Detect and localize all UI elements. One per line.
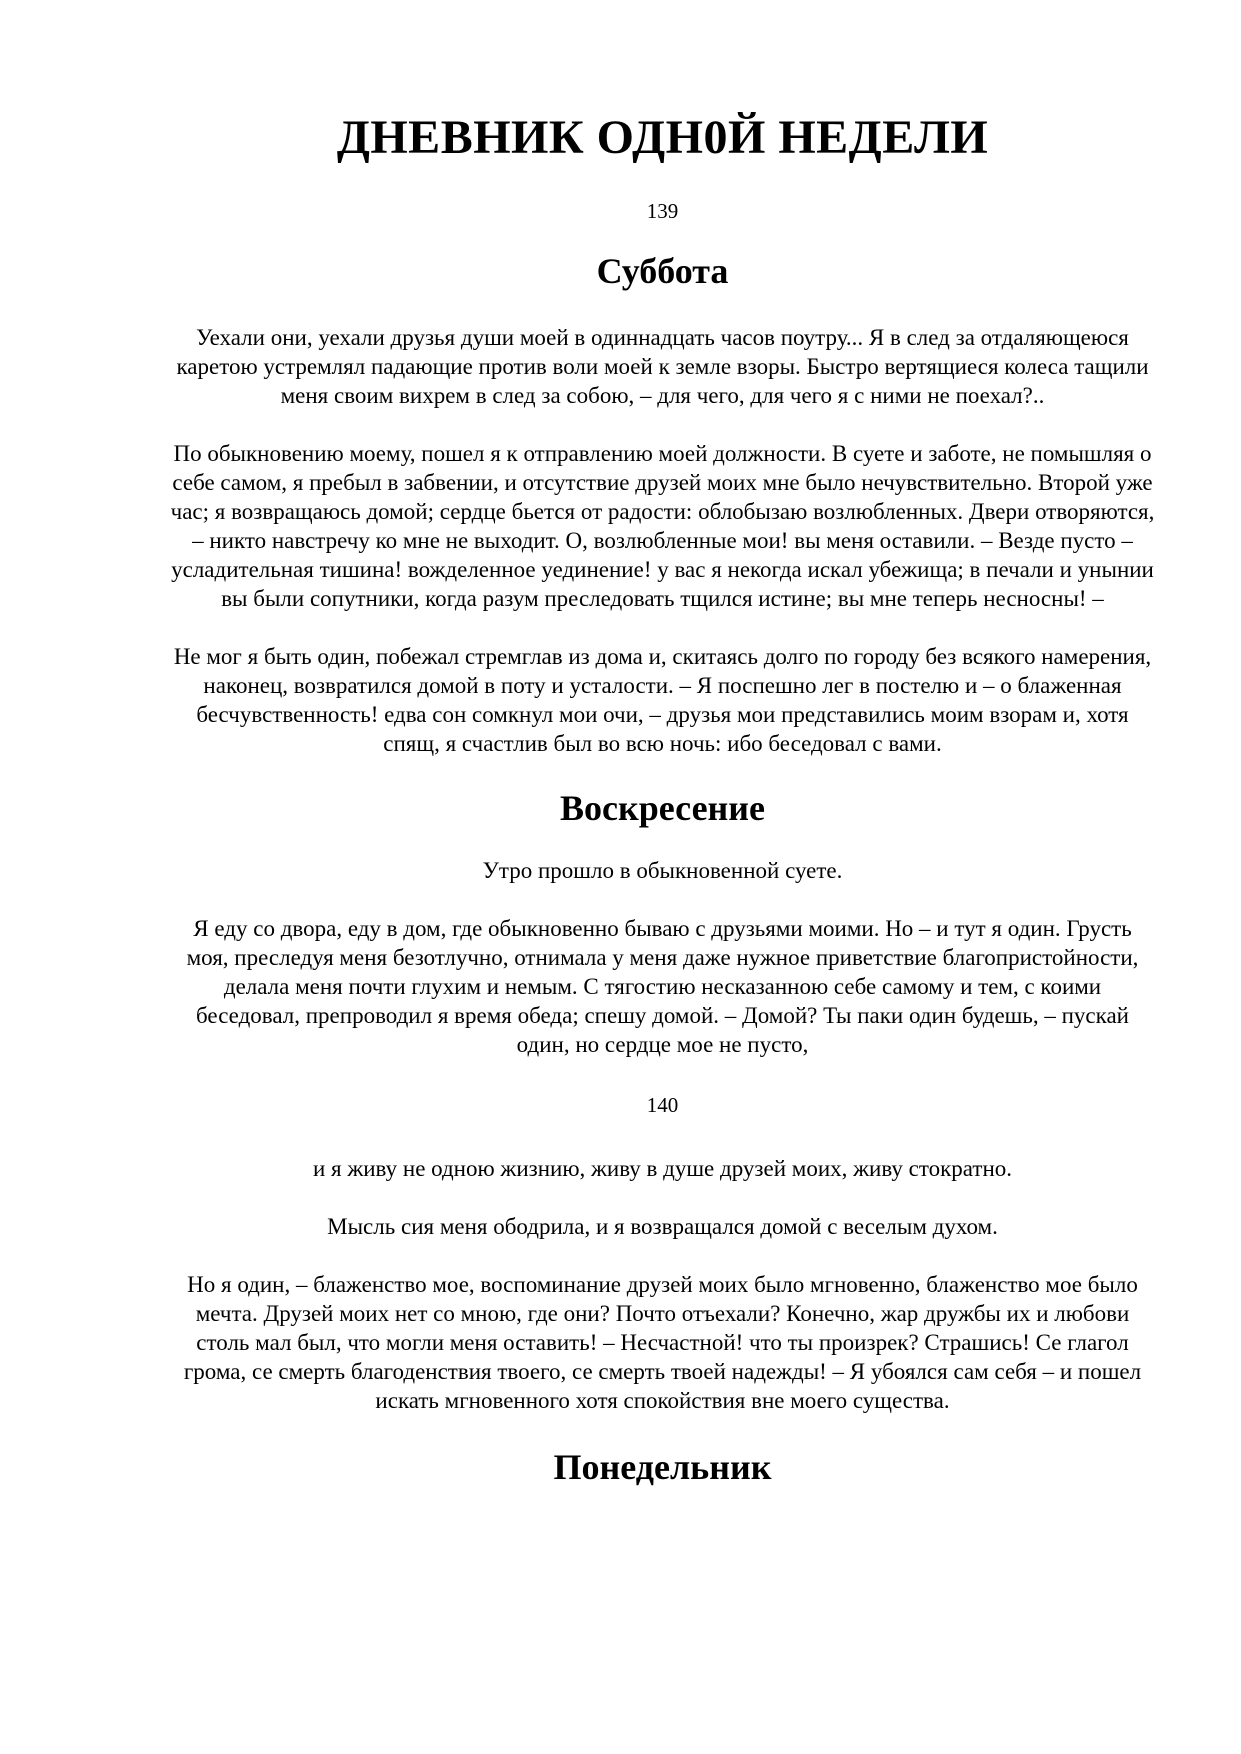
paragraph: Мысль сия меня ободрила, и я возвращался домой с веселым духом.	[327, 1214, 998, 1239]
document-title: ДНЕВНИК ОДН0Й НЕДЕЛИ	[336, 111, 989, 164]
paragraph: Я еду со двора, еду в дом, где обыкновенно бываю с друзьями моими. Но – и тут я один. Грусть моя, преследуя меня безотлучно, отнимала у меня даже нужное приветствие благопристойности, делала меня почти глухим и немым. С тягостию несказанною себе самому и тем, с коими беседовал, препроводил я время обеда; спешу домой. – Домой? Ты паки один будешь, – пускай один, но сердце мое не пусто,	[186, 916, 1139, 1057]
paragraph: Не мог я быть один, побежал стремглав из дома и, скитаясь долго по городу без всякого намерения, наконец, возвратился домой в поту и усталости. – Я поспешно лег в постелю и – о блаженная бесчувственность! едва сон сомкнул мои очи, – друзья мои представились моим взорам и, хотя спящ, я счастлив был во всю ночь: ибо беседовал с вами.	[173, 644, 1152, 756]
section-heading-saturday: Суббота	[596, 251, 729, 291]
paragraph: Уехали они, уехали друзья души моей в одиннадцать часов поутру... Я в след за отдаляющеюся каретою устремлял падающие против воли моей к земле взоры. Быстро вертящиеся колеса тащили меня своим вихрем в след за собою, – для чего, для чего я с ними не поехал?..	[176, 325, 1149, 408]
paragraph: Утро прошло в обыкновенной суете.	[482, 858, 843, 883]
paragraph: По обыкновению моему, пошел я к отправлению моей должности. В суете и заботе, не помышляя о себе самом, я пребыл в забвении, и отсутствие друзей моих мне было нечувствительно. Второй уже час; я возвращаюсь домой; сердце бьется от радости: облобызаю возлюбленных. Двери отворяются, – никто навстречу ко мне не выходит. О, возлюбленные мои! вы меня оставили. – Везде пусто – усладительная тишина! вожделенное уединение! у вас я некогда искал убежища; в печали и унынии вы были сопутники, когда разум преследовать тщился истине; вы мне теперь несносны! –	[170, 441, 1155, 611]
document-page	[170, 110, 1155, 1489]
page-number: 139	[646, 199, 679, 223]
section-heading-sunday: Воскресение	[559, 788, 766, 828]
section-heading-monday: Понедельник	[553, 1447, 772, 1487]
paragraph: Но я один, – блаженство мое, воспоминание друзей моих было мгновенно, блаженство мое было мечта. Друзей моих нет со мною, где они? Почто отъехали? Конечно, жар дружбы их и любови столь мал был, что могли меня оставить! – Несчастной! что ты произрек? Страшись! Се глагол грома, се смерть благоденствия твоего, се смерть твоей надежды! – Я убоялся сам себя – и пошел искать мгновенного хотя спокойствия вне моего существа.	[183, 1272, 1142, 1413]
paragraph: и я живу не одною жизнию, живу в душе друзей моих, живу стократно.	[312, 1156, 1013, 1181]
page-number: 140	[646, 1093, 679, 1117]
